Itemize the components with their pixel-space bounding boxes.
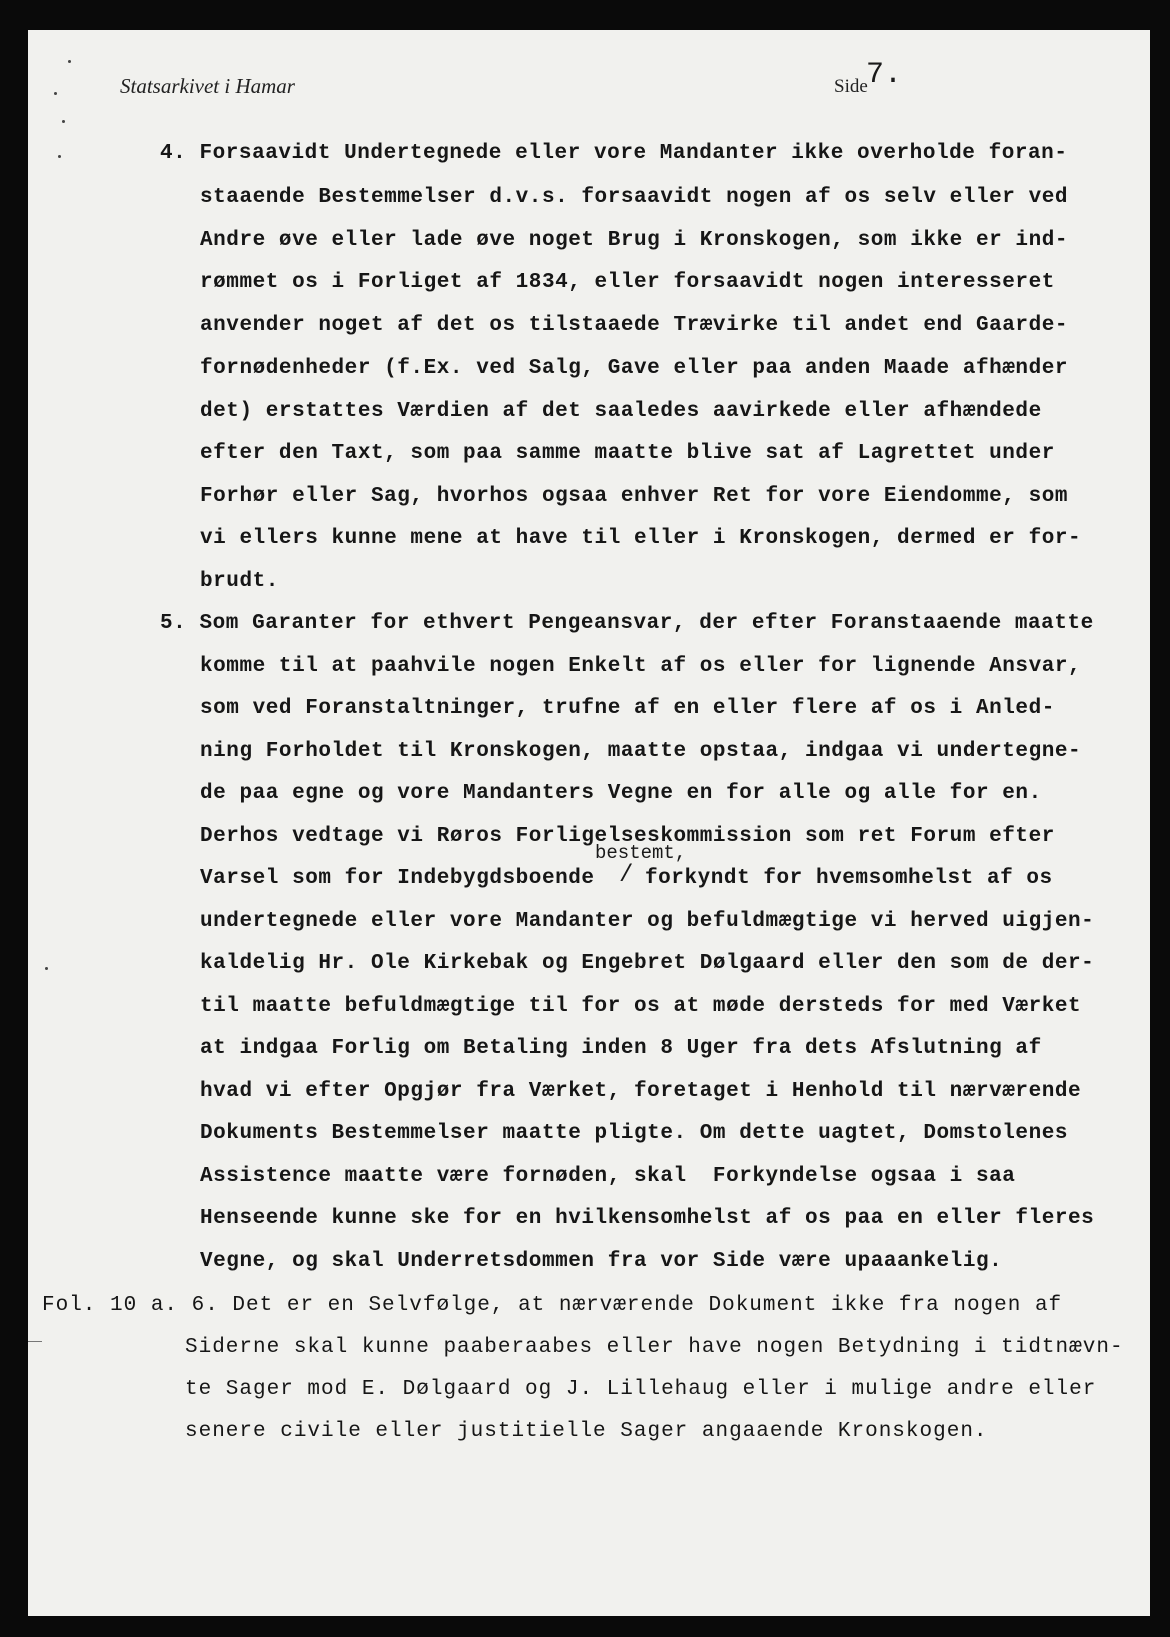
text-line: de paa egne og vore Mandanters Vegne en for alle og alle for en.: [200, 782, 1042, 805]
text-line: Andre øve eller lade øve noget Brug i Kronskogen, som ikke er ind-: [200, 229, 1069, 252]
text-line: Henseende kunne ske for en hvilkensomhelst af os paa en eller fleres: [200, 1207, 1095, 1230]
text-line: fornødenheder (f.Ex. ved Salg, Gave eller paa anden Maade afhænder: [200, 357, 1069, 380]
margin-mark: [54, 92, 57, 95]
text-line: senere civile eller justitielle Sager angaaende Kronskogen.: [185, 1420, 988, 1443]
text-line: undertegnede eller vore Mandanter og befuldmægtige vi herved uigjen-: [200, 910, 1095, 933]
text-line: til maatte befuldmægtige til for os at møde dersteds for med Værket: [200, 995, 1082, 1018]
margin-mark: [68, 60, 71, 63]
text-line: brudt.: [200, 570, 279, 593]
text-line: 5. Som Garanter for ethvert Pengeansvar, der efter Foranstaaende maatte: [160, 612, 1094, 635]
text-line: efter den Taxt, som paa samme maatte blive sat af Lagrettet under: [200, 442, 1055, 465]
text-line: Derhos vedtage vi Røros Forligelseskommission som ret Forum efter: [200, 825, 1055, 848]
text-line: Varsel som for Indebygdsboende: [200, 867, 595, 890]
text-line: som ved Foranstaltninger, trufne af en eller flere af os i Anled-: [200, 697, 1055, 720]
text-line: ning Forholdet til Kronskogen, maatte opstaa, indgaa vi undertegne-: [200, 740, 1082, 763]
text-line: anvender noget af det os tilstaaede Trævirke til andet end Gaarde-: [200, 314, 1069, 337]
text-line: te Sager mod E. Dølgaard og J. Lillehaug eller i mulige andre eller: [185, 1378, 1097, 1401]
margin-mark: [28, 1341, 42, 1342]
text-line: at indgaa Forlig om Betaling inden 8 Uger fra dets Afslutning af: [200, 1037, 1042, 1060]
text-line: Vegne, og skal Underretsdommen fra vor Side være upaaankelig.: [200, 1250, 1003, 1273]
text-line: vi ellers kunne mene at have til eller i Kronskogen, dermed er for-: [200, 527, 1082, 550]
archive-name: Statsarkivet i Hamar: [120, 74, 295, 98]
text-line: forkyndt for hvemsomhelst af os: [645, 867, 1053, 890]
handwritten-insertion: bestemt,: [595, 842, 687, 864]
text-line: Fol. 10 a. 6. Det er en Selvfølge, at nærværende Dokument ikke fra nogen af: [42, 1294, 1063, 1317]
text-line: hvad vi efter Opgjør fra Værket, foretaget i Henhold til nærværende: [200, 1080, 1082, 1103]
text-line: kaldelig Hr. Ole Kirkebak og Engebret Dølgaard eller den som de der-: [200, 952, 1095, 975]
page-label: Side: [834, 76, 868, 97]
text-line: Forhør eller Sag, hvorhos ogsaa enhver Ret for vore Eiendomme, som: [200, 485, 1069, 508]
margin-mark: [62, 120, 65, 123]
text-line: staaende Bestemmelser d.v.s. forsaavidt nogen af os selv eller ved: [200, 186, 1069, 209]
page-number: 7.: [866, 58, 903, 92]
text-line: Siderne skal kunne paaberaabes eller have nogen Betydning i tidtnævn-: [185, 1336, 1124, 1359]
margin-mark: [45, 967, 48, 970]
margin-mark: [58, 155, 61, 158]
document-page: [28, 30, 1150, 1616]
text-line: det) erstattes Værdien af det saaledes aavirkede eller afhændede: [200, 400, 1042, 423]
text-line: 4. Forsaavidt Undertegnede eller vore Mandanter ikke overholde foran-: [160, 142, 1068, 165]
text-line: rømmet os i Forliget af 1834, eller forsaavidt nogen interesseret: [200, 271, 1055, 294]
text-line: komme til at paahvile nogen Enkelt af os eller for lignende Ansvar,: [200, 655, 1082, 678]
text-line: Assistence maatte være fornøden, skal Forkyndelse ogsaa i saa: [200, 1165, 1016, 1188]
insertion-mark: /: [619, 862, 634, 889]
text-line: Dokuments Bestemmelser maatte pligte. Om dette uagtet, Domstolenes: [200, 1122, 1069, 1145]
